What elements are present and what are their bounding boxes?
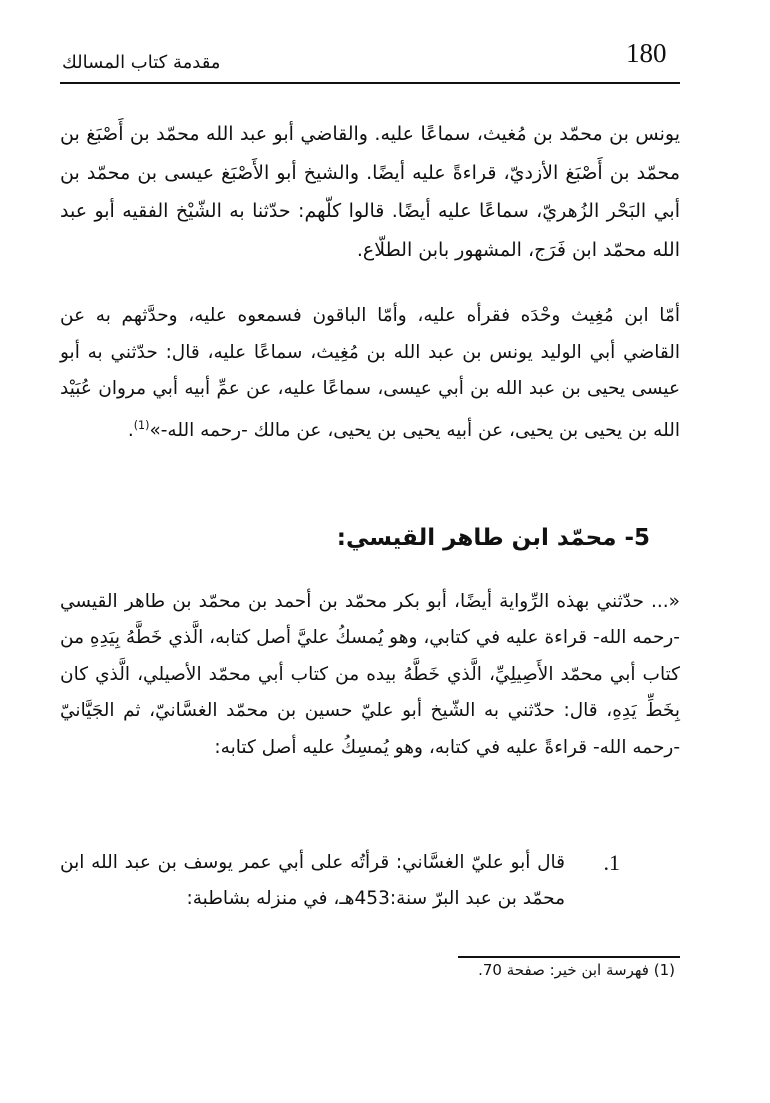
paragraph-3 [60, 584, 680, 766]
list-item-text: قال أبو عليّ الغسَّاني: قرأتُه على أبي عمر يوسف بن عبد الله ابن محمّد بن عبد البرّ سنة:453هـ، في منزله بشاطبة: [60, 852, 565, 909]
section-heading: 5- محمّد ابن طاهر القيسي: [336, 525, 650, 551]
footnote: (1) فهرسة ابن خير: صفحة 70. [478, 961, 675, 979]
running-title: مقدمة كتاب المسالك [62, 52, 221, 73]
paragraph-2 [60, 298, 680, 450]
list-item [60, 845, 680, 917]
paragraph-1 [60, 115, 680, 269]
header-rule [60, 82, 680, 84]
paragraph-3-text: «... حدّثني بهذه الرِّواية أيضًا، أبو بكر محمّد بن أحمد بن محمّد بن طاهر القيسي -رحمه الله- قراءة عليه في كتابي، وهو يُمسكُ عليَّ أصل كتابه، الَّذي خَطَّهُ بِيَدِهِ من كتاب أبي محمّد الأَصِيلِيِّ، الَّذي خَطَّهُ بيده من كتاب أبي محمّد الأصيلي، الَّذي كان بِخَطِّ يَدِهِ، قال: حدّثني به الشّيخ أبو عليّ حسين بن محمّد الغسَّانيّ، ثم الجَيَّانيّ -رحمه الله- قراءةً عليه في كتابه، وهو يُمسِكُ عليه أصل كتابه: [60, 591, 680, 758]
paragraph-1-text: يونس بن محمّد بن مُغيث، سماعًا عليه. والقاضي أبو عبد الله محمّد بن أَصْبَغ بن محمّد بن أَصْبَغ الأزديّ، قراءةً عليه أيضًا. والشيخ أبو الأَصْبَغ عيسى بن محمّد بن أبي البَحْر الزُهريّ، سماعًا عليه أيضًا. قالوا كلّهم: حدّثنا به الشّيْخ الفقيه أبو عبد الله محمّد ابن فَرَج، المشهور بابن الطلّاع. [60, 123, 680, 261]
paragraph-2-text: أمّا ابن مُغِيث وحْدَه فقرأه عليه، وأمّا الباقون فسمعوه عليه، وحدَّثهم به عن القاضي أبي الوليد يونس بن عبد الله بن مُغِيث، سماعًا عليه، قال: حدّثني به أبو عيسى يحيى بن عبد الله بن أبي عيسى، سماعًا عليه، عن عمِّ أبيه أبي مروان عُبَيْد الله بن يحيى بن يحيى، عن أبيه يحيى بن يحيى، عن مالك -رحمه الله-» [60, 305, 680, 441]
page-number: 180 [626, 38, 667, 68]
paragraph-2-body: أمّا ابن مُغِيث وحْدَه فقرأه عليه، وأمّا الباقون فسمعوه عليه، وحدَّثهم به عن القاضي أبي الوليد يونس بن عبد الله بن مُغِيث، سماعًا عليه، قال: حدّثني به أبو عيسى يحيى بن عبد الله بن أبي عيسى، سماعًا عليه، عن عمِّ أبيه أبي مروان عُبَيْد الله بن يحيى بن يحيى، عن أبيه يحيى بن يحيى، عن مالك -رحمه الله-»$^{(1)}$. [60, 305, 680, 441]
footnote-rule [458, 956, 680, 958]
list-item-number: 1. [603, 850, 620, 875]
footnote-reference[interactable]: (1) [133, 418, 150, 432]
